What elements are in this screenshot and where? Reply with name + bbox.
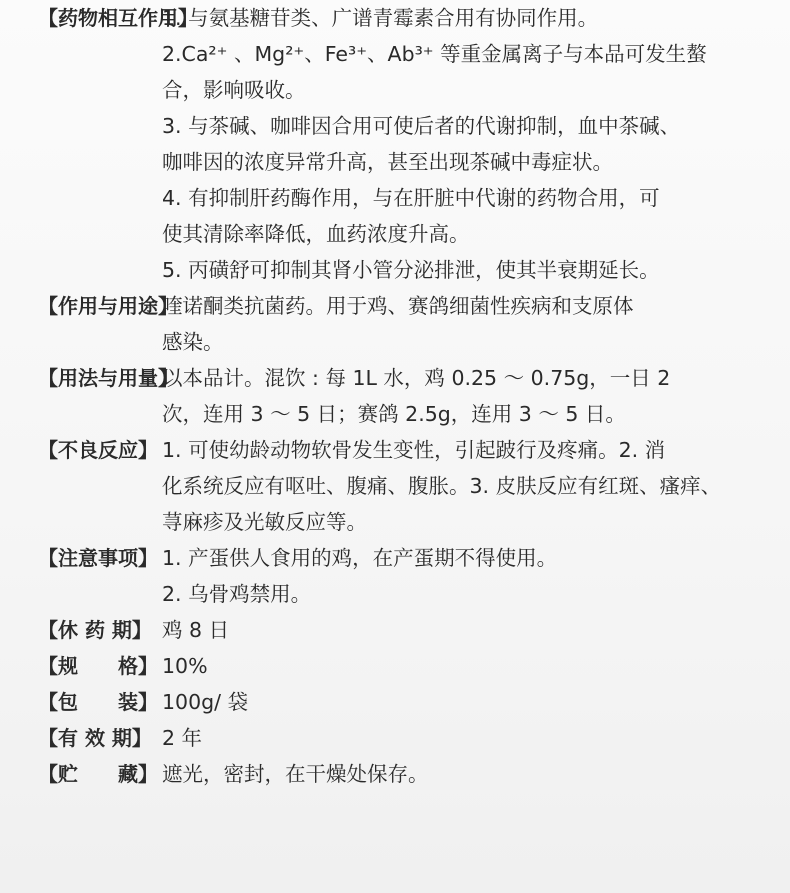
section-expiry bbox=[38, 720, 768, 756]
section-body bbox=[162, 288, 768, 360]
section-body bbox=[162, 720, 768, 756]
section-body bbox=[162, 648, 768, 684]
section-label: 【贮 藏】 bbox=[38, 762, 158, 786]
body-line: 100g/ 袋 bbox=[162, 690, 249, 714]
section-label: 【注意事项】 bbox=[38, 546, 158, 570]
body-line: 喹诺酮类抗菌药。用于鸡、赛鸽细菌性疾病和支原体 bbox=[162, 294, 634, 318]
body-line: 1. 与氨基糖苷类、广谱青霉素合用有协同作用。 bbox=[162, 6, 599, 30]
body-line: 咖啡因的浓度异常升高，甚至出现茶碱中毒症状。 bbox=[162, 150, 613, 174]
section-body bbox=[162, 540, 768, 612]
body-line: 1. 可使幼龄动物软骨发生变性，引起跛行及疼痛。2. 消 bbox=[162, 438, 666, 462]
body-line: 4. 有抑制肝药酶作用，与在肝脏中代谢的药物合用，可 bbox=[162, 186, 660, 210]
section-body bbox=[162, 684, 768, 720]
body-line: 2 年 bbox=[162, 726, 203, 750]
section-label: 【作用与用途】 bbox=[38, 294, 178, 318]
section-withdrawal-period bbox=[38, 612, 768, 648]
section-label: 【药物相互作用】 bbox=[38, 6, 198, 30]
body-line: 遮光，密封，在干燥处保存。 bbox=[162, 762, 429, 786]
body-line: 2.Ca²⁺ 、Mg²⁺、Fe³⁺、Ab³⁺ 等重金属离子与本品可发生螯 bbox=[162, 42, 707, 66]
body-line: 化系统反应有呕吐、腹痛、腹胀。3. 皮肤反应有红斑、瘙痒、 bbox=[162, 474, 722, 498]
section-label: 【包 装】 bbox=[38, 690, 158, 714]
section-body bbox=[162, 612, 768, 648]
body-line: 10% bbox=[162, 654, 208, 678]
body-line: 荨麻疹及光敏反应等。 bbox=[162, 510, 367, 534]
section-adverse-reactions bbox=[38, 432, 768, 540]
body-line: 合，影响吸收。 bbox=[162, 78, 306, 102]
section-label: 【用法与用量】 bbox=[38, 366, 178, 390]
body-line: 2. 乌骨鸡禁用。 bbox=[162, 582, 312, 606]
section-body bbox=[162, 0, 768, 288]
section-label: 【规 格】 bbox=[38, 654, 158, 678]
body-line: 使其清除率降低，血药浓度升高。 bbox=[162, 222, 470, 246]
section-dosage bbox=[38, 360, 768, 432]
body-line: 5. 丙磺舒可抑制其肾小管分泌排泄，使其半衰期延长。 bbox=[162, 258, 660, 282]
section-drug-interactions bbox=[38, 0, 768, 288]
section-precautions bbox=[38, 540, 768, 612]
body-line: 3. 与茶碱、咖啡因合用可使后者的代谢抑制，血中茶碱、 bbox=[162, 114, 681, 138]
section-specification bbox=[38, 648, 768, 684]
section-body bbox=[162, 756, 768, 792]
body-line: 1. 产蛋供人食用的鸡，在产蛋期不得使用。 bbox=[162, 546, 558, 570]
section-label: 【休 药 期】 bbox=[38, 618, 152, 642]
section-body bbox=[162, 432, 768, 540]
body-line: 鸡 8 日 bbox=[162, 618, 230, 642]
body-line: 感染。 bbox=[162, 330, 224, 354]
body-line: 次，连用 3 ～ 5 日；赛鸽 2.5g，连用 3 ～ 5 日。 bbox=[162, 402, 626, 426]
body-line: 以本品计。混饮 : 每 1L 水，鸡 0.25 ～ 0.75g，一日 2 bbox=[162, 366, 671, 390]
section-indications bbox=[38, 288, 768, 360]
section-body bbox=[162, 360, 768, 432]
section-label: 【不良反应】 bbox=[38, 438, 158, 462]
section-label: 【有 效 期】 bbox=[38, 726, 152, 750]
section-packaging bbox=[38, 684, 768, 720]
section-storage bbox=[38, 756, 768, 792]
